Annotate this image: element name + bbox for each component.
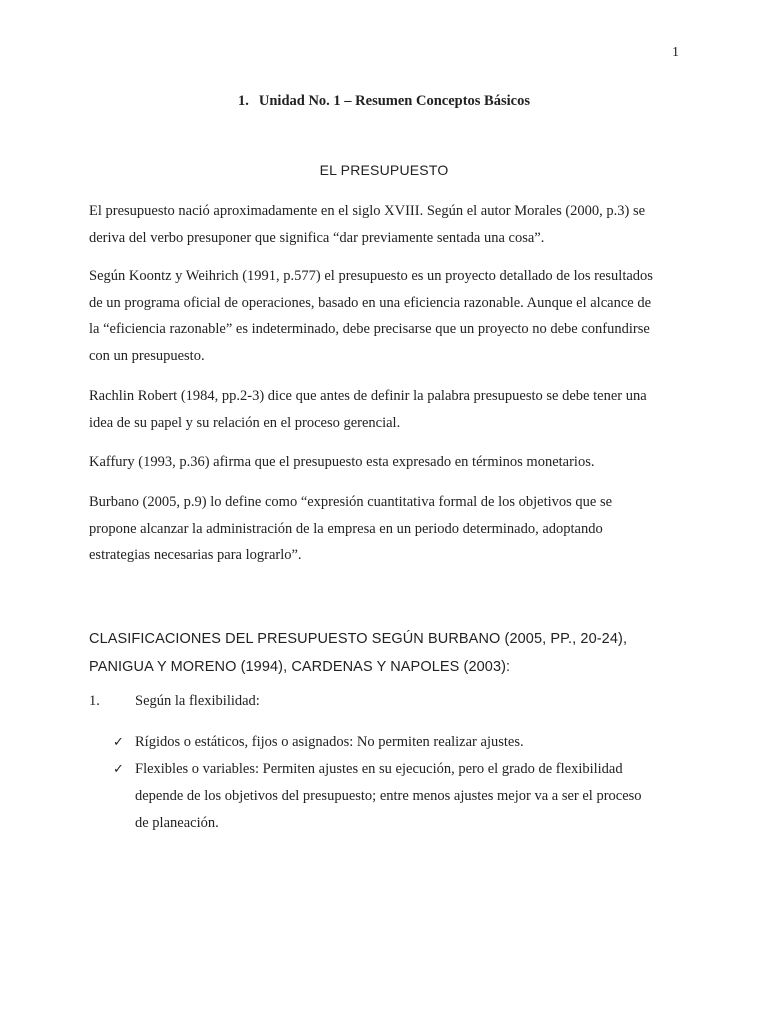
- unit-title-text: Unidad No. 1 – Resumen Conceptos Básicos: [258, 93, 530, 109]
- check-item-line: Flexibles o variables: Permiten ajustes en su ejecución, pero el grado de flexibilidad: [135, 761, 623, 777]
- classification-title-line: PANIGUA Y MORENO (1994), CARDENAS Y NAPOLES (2003):: [89, 659, 511, 675]
- paragraph-line: estrategias necesarias para lograrlo”.: [89, 547, 302, 563]
- paragraph-line: Según Koontz y Weihrich (1991, p.577) el presupuesto es un proyecto detallado de los resultados: [89, 268, 653, 284]
- checkmark-icon: ✓: [113, 762, 124, 777]
- page-number: 1: [672, 45, 679, 60]
- numbered-item: [89, 693, 260, 710]
- paragraph-line: El presupuesto nació aproximadamente en el siglo XVIII. Según el autor Morales (2000, p.3) se: [89, 203, 646, 219]
- paragraph-koontz: [89, 263, 684, 369]
- unit-title-number: 1.: [238, 93, 249, 109]
- check-item-line: de planeación.: [135, 815, 219, 831]
- classification-title-line: CLASIFICACIONES DEL PRESUPUESTO SEGÚN BURBANO (2005, PP., 20-24),: [89, 631, 628, 647]
- paragraph-rachlin: [89, 383, 684, 436]
- paragraph-line: con un presupuesto.: [89, 347, 205, 364]
- paragraph-line: de un programa oficial de operaciones, basado en una eficiencia razonable. Aunque el alcance de: [89, 294, 652, 311]
- numbered-item-number: 1.: [89, 693, 100, 709]
- paragraph-burbano: [89, 489, 684, 569]
- unit-title: [0, 93, 768, 110]
- paragraph-line: la “eficiencia razonable” es indeterminado, debe precisarse que un proyecto no debe confundirse: [89, 321, 650, 337]
- paragraph-line: idea de su papel y su relación en el proceso gerencial.: [89, 414, 401, 431]
- check-item-rigidos: [113, 729, 693, 756]
- paragraph-origin: [89, 198, 684, 251]
- classification-title: [89, 625, 689, 681]
- numbered-item-text: Según la flexibilidad:: [135, 693, 260, 709]
- check-item-line: depende de los objetivos del presupuesto; entre menos ajustes mejor va a ser el proceso: [135, 788, 642, 804]
- paragraph-line: deriva del verbo presuponer que significa “dar previamente sentada una cosa”.: [89, 229, 545, 246]
- paragraph-line: propone alcanzar la administración de la empresa en un periodo determinado, adoptando: [89, 520, 603, 537]
- checkmark-icon: ✓: [113, 735, 124, 750]
- paragraph-line: Rachlin Robert (1984, pp.2-3) dice que antes de definir la palabra presupuesto se debe tener una: [89, 388, 647, 404]
- paragraph-line: Kaffury (1993, p.36) afirma que el presupuesto esta expresado en términos monetarios.: [89, 454, 595, 470]
- paragraph-line: Burbano (2005, p.9) lo define como “expresión cuantitativa formal de los objetivos que se: [89, 494, 613, 510]
- paragraph-kaffury: [89, 449, 684, 476]
- check-list: [113, 729, 693, 837]
- section-title: EL PRESUPUESTO: [319, 162, 449, 178]
- check-item-line: Rígidos o estáticos, fijos o asignados: No permiten realizar ajustes.: [135, 734, 524, 750]
- check-item-flexibles: [113, 756, 693, 837]
